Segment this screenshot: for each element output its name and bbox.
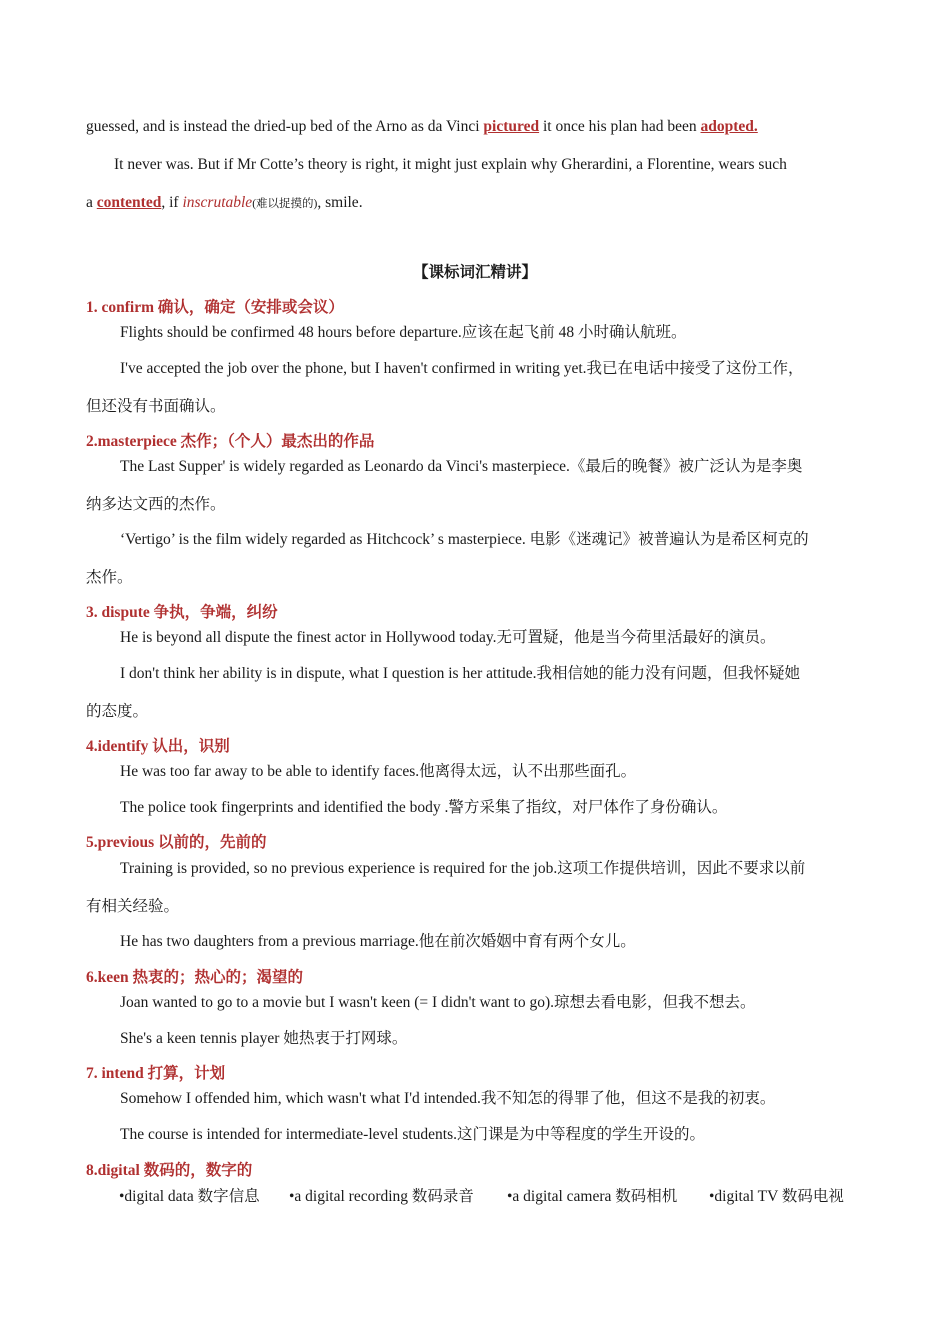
passage-text: , if [161,194,183,211]
example-sentence [86,789,864,827]
example-sentence [86,314,864,352]
bullet-item: •a digital recording 数码录音 [289,1188,474,1205]
sentence-text: Joan wanted to go to a movie but I wasn't keen (= I didn't want to go).琼想去看电影，但我不想去。 [120,994,756,1011]
sentence-text: I've accepted the job over the phone, but I haven't confirmed in writing yet.我已在电话中接受了这份工作， [120,360,804,377]
example-sentence [86,923,864,961]
sentence-text: The course is intended for intermediate-level students.这门课是为中等程度的学生开设的。 [120,1126,706,1143]
passage-line-1 [86,108,864,146]
entry-heading: 4.identify 认出，识别 [86,738,230,755]
example-sentence [86,1020,864,1058]
sentence-text: He is beyond all dispute the finest actor in Hollywood today.无可置疑，他是当今荷里活最好的演员。 [120,629,776,646]
example-sentence [86,655,864,693]
example-sentence [86,619,864,657]
example-sentence-cont: 但还没有书面确认。 [86,398,226,415]
example-sentence [86,448,864,486]
example-sentence-cont: 纳多达文西的杰作。 [86,496,226,513]
entry-heading: 8.digital 数码的，数字的 [86,1162,253,1179]
example-sentence [86,350,864,388]
passage-line-2 [86,146,864,184]
example-sentence [86,984,864,1022]
bullet-item: •digital TV 数码电视 [709,1188,844,1205]
entry-heading: 2.masterpiece 杰作；（个人）最杰出的作品 [86,433,375,450]
highlight-word-adopted: adopted. [700,118,758,135]
example-sentence [86,753,864,791]
sentence-text: I don't think her ability is in dispute, what I question is her attitude.我相信她的能力没有问题，但我怀疑她 [120,665,800,682]
section-title: 【课标词汇精讲】 [412,264,537,281]
highlight-word-contented: contented [96,194,162,211]
passage-text: it once his plan had been [539,118,701,135]
gloss-note: (难以捉摸的) [252,198,318,210]
entry-heading: 1. confirm 确认，确定（安排或会议） [86,299,344,316]
example-sentence-cont: 杰作。 [86,569,133,586]
bullet-item: •a digital camera 数码相机 [507,1188,678,1205]
passage-text: It never was. But if Mr Cotte’s theory is right, it might just explain why Gherardini, a Florentine, wears such [114,156,787,173]
sentence-text: He was too far away to be able to identify faces.他离得太远，认不出那些面孔。 [120,763,637,780]
example-sentence [86,1080,864,1118]
entry-heading: 5.previous 以前的，先前的 [86,834,267,851]
sentence-text: Somehow I offended him, which wasn't what I'd intended.我不知怎的得罪了他，但这不是我的初衷。 [120,1090,776,1107]
sentence-text: She's a keen tennis player 她热衷于打网球。 [120,1030,408,1047]
sentence-text: Training is provided, so no previous experience is required for the job.这项工作提供培训，因此不要求以前 [120,860,806,877]
sentence-text: He has two daughters from a previous marriage.他在前次婚姻中育有两个女儿。 [120,933,636,950]
passage-text: a [86,194,97,211]
italic-word-inscrutable: inscrutable [182,194,253,211]
passage-text: , smile. [317,194,363,211]
example-sentence [86,1116,864,1154]
sentence-text: The Last Supper' is widely regarded as Leonardo da Vinci's masterpiece.《最后的晚餐》被广泛认为是李奥 [120,458,803,475]
example-sentence [86,850,864,888]
entry-heading: 6.keen 热衷的；热心的；渴望的 [86,969,304,986]
sentence-text: Flights should be confirmed 48 hours before departure.应该在起飞前 48 小时确认航班。 [120,324,687,341]
entry-heading: 7. intend 打算，计划 [86,1065,226,1082]
sentence-text: ‘Vertigo’ is the film widely regarded as Hitchcock’ s masterpiece. 电影《迷魂记》被普遍认为是希区柯克的 [120,531,809,548]
passage-text: guessed, and is instead the dried-up bed of the Arno as da Vinci [86,118,484,135]
sentence-text: The police took fingerprints and identified the body .警方采集了指纹，对尸体作了身份确认。 [120,799,728,816]
example-sentence-cont: 的态度。 [86,703,149,720]
bullet-item: •digital data 数字信息 [119,1188,260,1205]
example-sentence-cont: 有相关经验。 [86,898,180,915]
passage-line-3 [86,184,864,223]
highlight-word-pictured: pictured [483,118,540,135]
entry-heading: 3. dispute 争执，争端，纠纷 [86,604,278,621]
example-sentence [86,521,864,559]
